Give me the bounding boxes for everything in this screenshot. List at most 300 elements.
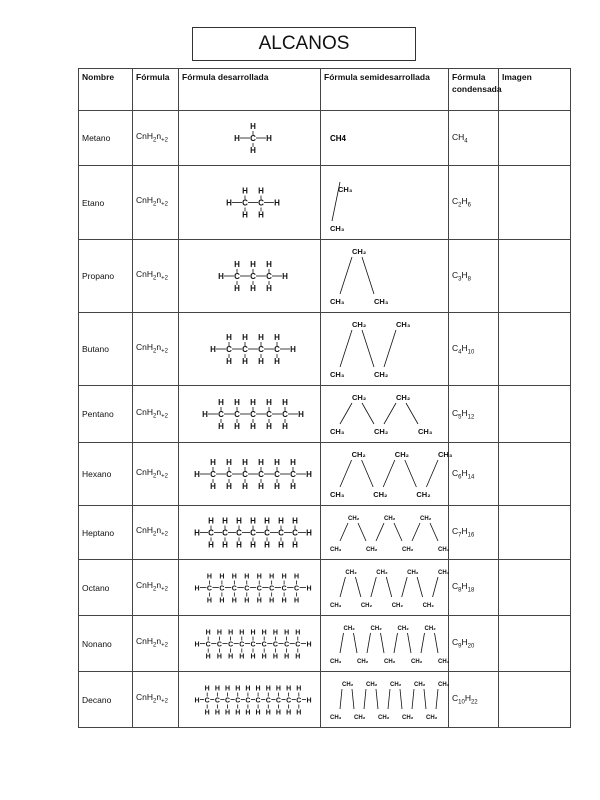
semi-developed-formula (321, 506, 449, 560)
bond (340, 403, 352, 424)
bond (412, 523, 420, 541)
atom-h: H (194, 641, 200, 649)
atom-c: C (258, 198, 264, 208)
atom-h: H (274, 482, 280, 491)
atom-h: H (266, 422, 272, 431)
atom-group: CH₃ (330, 297, 345, 306)
atom-c: C (234, 272, 240, 281)
atom-c: C (258, 470, 264, 479)
atom-h: H (306, 470, 312, 479)
semi-developed-formula (321, 616, 449, 672)
atom-h: H (235, 709, 241, 717)
atom-h: H (258, 357, 264, 366)
atom-c: C (295, 641, 301, 649)
bond (384, 330, 396, 367)
table-row (79, 443, 571, 506)
atom-h: H (194, 697, 200, 705)
atom-group: CH₂ (411, 659, 423, 665)
atom-h: H (250, 260, 256, 269)
atom-h: H (194, 470, 200, 479)
bond (352, 689, 354, 709)
bond (362, 330, 374, 367)
atom-h: H (231, 573, 237, 581)
general-formula: $CnH_2n_{+2}$ (133, 506, 179, 560)
atom-group: CH₃ (330, 427, 345, 436)
atom-h: H (234, 260, 240, 269)
atom-group: CH₂ (396, 393, 411, 402)
atom-group: CH₂ (366, 547, 378, 553)
semi-formula-drawing (324, 445, 452, 503)
bond (376, 523, 384, 541)
atom-c: C (272, 641, 278, 649)
atom-h: H (236, 540, 242, 550)
atom-group: CH₃ (438, 547, 450, 553)
bond (426, 460, 438, 487)
atom-h: H (290, 482, 296, 491)
atom-h: H (306, 585, 312, 593)
bond (394, 633, 398, 653)
atom-c: C (210, 470, 216, 479)
atom-h: H (225, 709, 231, 717)
atom-group: CH₂ (402, 715, 414, 721)
atom-h: H (272, 629, 278, 637)
header-nombre: Nombre (79, 69, 133, 111)
bond (340, 460, 352, 487)
atom-group: CH₃ (438, 450, 453, 459)
developed-formula-drawing (182, 388, 324, 440)
atom-h: H (210, 482, 216, 491)
atom-group: CH₂ (348, 516, 360, 522)
semi-formula-drawing (324, 168, 452, 237)
atom-group: CH₂ (352, 247, 367, 256)
developed-formula-drawing (182, 168, 324, 237)
atom-c: C (290, 470, 296, 479)
atom-group: CH₂ (352, 320, 367, 329)
bond (340, 633, 344, 653)
bond (340, 523, 348, 541)
atom-c: C (256, 585, 262, 593)
atom-group: CH₃ (396, 320, 411, 329)
bond (400, 689, 402, 709)
atom-h: H (242, 357, 248, 366)
developed-formula-drawing (182, 562, 324, 613)
atom-c: C (250, 134, 256, 143)
page-title: ALCANOS (192, 27, 416, 61)
atom-c: C (216, 641, 222, 649)
atom-h: H (272, 653, 278, 661)
atom-c: C (208, 528, 214, 538)
atom-c: C (281, 585, 287, 593)
atom-group: CH₂ (357, 659, 369, 665)
bond (371, 577, 376, 597)
atom-h: H (234, 284, 240, 293)
atom-h: H (245, 709, 251, 717)
atom-h: H (208, 540, 214, 550)
atom-c: C (266, 272, 272, 281)
atom-c: C (206, 585, 212, 593)
atom-c: C (284, 641, 290, 649)
atom-group: CH₂ (343, 626, 355, 632)
atom-h: H (204, 685, 210, 693)
atom-group: CH₃ (418, 427, 433, 436)
atom-group: CH₂ (366, 682, 378, 688)
atom-c: C (296, 697, 302, 705)
atom-group: CH₂ (390, 682, 402, 688)
atom-h: H (266, 134, 272, 143)
semi-developed-formula (321, 443, 453, 506)
bond (412, 689, 414, 709)
atom-h: H (194, 585, 200, 593)
bond (436, 689, 438, 709)
atom-c: C (245, 697, 251, 705)
atom-h: H (290, 458, 296, 467)
developed-formula (179, 443, 321, 506)
general-formula: $CnH_2n_{+2}$ (133, 240, 179, 313)
atom-c: C (269, 585, 275, 593)
atom-h: H (269, 573, 275, 581)
atom-h: H (205, 629, 211, 637)
atom-h: H (281, 573, 287, 581)
general-formula: $CnH_2n_{+2}$ (133, 443, 179, 506)
atom-h: H (208, 516, 214, 526)
atom-h: H (216, 653, 222, 661)
semi-formula-drawing (324, 113, 452, 163)
semi-formula-drawing (324, 674, 452, 725)
atom-h: H (206, 597, 212, 605)
condensed-formula: $C_8H_{18}$ (449, 560, 499, 616)
atom-c: C (218, 410, 224, 419)
atom-h: H (225, 685, 231, 693)
atom-c: C (292, 528, 298, 538)
table-row (79, 386, 571, 443)
semi-formula-drawing (324, 618, 452, 669)
atom-h: H (296, 685, 302, 693)
semi-developed-formula (321, 313, 449, 386)
atom-c: C (282, 410, 288, 419)
alkane-name: Nonano (79, 616, 133, 672)
bond (358, 523, 366, 541)
atom-h: H (214, 709, 220, 717)
table-row (79, 111, 571, 166)
atom-h: H (264, 540, 270, 550)
table-header-row (79, 69, 571, 111)
atom-h: H (226, 198, 232, 208)
atom-c: C (226, 345, 232, 354)
atom-group: CH₂ (402, 547, 414, 553)
developed-formula (179, 111, 321, 166)
bond (424, 689, 426, 709)
semi-developed-formula (321, 240, 449, 313)
general-formula: $CnH_2n_{+2}$ (133, 672, 179, 728)
atom-h: H (218, 272, 224, 281)
atom-group: CH₃ (330, 370, 345, 379)
semi-developed-formula (321, 166, 449, 240)
atom-group: CH₂ (352, 393, 367, 402)
atom-c: C (274, 345, 280, 354)
atom-group: CH₂ (414, 682, 426, 688)
atom-group: CH₃ (330, 659, 342, 665)
atom-h: H (216, 629, 222, 637)
condensed-formula: $CH_4$ (449, 111, 499, 166)
atom-h: H (282, 422, 288, 431)
atom-h: H (294, 597, 300, 605)
atom-h: H (278, 516, 284, 526)
atom-group: CH₂ (354, 715, 366, 721)
atom-h: H (282, 272, 288, 281)
atom-h: H (256, 573, 262, 581)
atom-c: C (274, 470, 280, 479)
atom-c: C (275, 697, 281, 705)
condensed-formula: $C_6H_{14}$ (449, 443, 499, 506)
bond (362, 403, 374, 424)
atom-h: H (239, 653, 245, 661)
image-cell (499, 386, 571, 443)
bond (340, 689, 342, 709)
bond (394, 523, 402, 541)
atom-group: CH₂ (351, 450, 366, 459)
atom-h: H (274, 198, 280, 208)
atom-h: H (250, 284, 256, 293)
table-row (79, 166, 571, 240)
atom-h: H (292, 516, 298, 526)
atom-group: CH₂ (384, 659, 396, 665)
atom-h: H (275, 709, 281, 717)
atom-h: H (222, 540, 228, 550)
atom-h: H (258, 210, 264, 220)
atom-h: H (274, 333, 280, 342)
atom-group: CH₃ (330, 715, 342, 721)
atom-c: C (205, 641, 211, 649)
image-cell (499, 616, 571, 672)
bond (417, 577, 422, 597)
bond (354, 633, 358, 653)
atom-c: C (236, 528, 242, 538)
atom-h: H (266, 260, 272, 269)
atom-c: C (225, 697, 231, 705)
atom-h: H (244, 573, 250, 581)
semi-formula-text: CH4 (330, 134, 347, 143)
atom-h: H (298, 410, 304, 419)
bond (386, 577, 391, 597)
bond (430, 523, 438, 541)
table-row (79, 616, 571, 672)
table-row (79, 672, 571, 728)
bond (383, 460, 395, 487)
atom-group: CH₂ (391, 603, 404, 609)
developed-formula (179, 672, 321, 728)
alkane-name: Hexano (79, 443, 133, 506)
developed-formula (179, 386, 321, 443)
atom-h: H (258, 458, 264, 467)
atom-h: H (239, 629, 245, 637)
atom-c: C (242, 345, 248, 354)
atom-c: C (261, 641, 267, 649)
atom-h: H (294, 573, 300, 581)
atom-h: H (250, 122, 256, 131)
atom-h: H (264, 516, 270, 526)
atom-h: H (202, 410, 208, 419)
atom-c: C (219, 585, 225, 593)
atom-h: H (244, 597, 250, 605)
atom-c: C (214, 697, 220, 705)
atom-h: H (205, 653, 211, 661)
atom-h: H (219, 597, 225, 605)
atom-h: H (265, 709, 271, 717)
alkane-name: Etano (79, 166, 133, 240)
alkane-name: Pentano (79, 386, 133, 443)
general-formula: $CnH_2n_{+2}$ (133, 313, 179, 386)
atom-h: H (231, 597, 237, 605)
atom-h: H (210, 345, 216, 354)
atom-c: C (228, 641, 234, 649)
bond (408, 633, 412, 653)
developed-formula-drawing (182, 242, 324, 310)
semi-formula-drawing (324, 562, 452, 613)
atom-h: H (266, 284, 272, 293)
atom-c: C (258, 345, 264, 354)
condensed-formula: $C_2H_6$ (449, 166, 499, 240)
atom-h: H (219, 573, 225, 581)
bond (405, 460, 417, 487)
atom-h: H (261, 629, 267, 637)
atom-h: H (258, 186, 264, 196)
general-formula: $CnH_2n_{+2}$ (133, 616, 179, 672)
atom-c: C (264, 528, 270, 538)
atom-h: H (275, 685, 281, 693)
atom-h: H (306, 641, 312, 649)
atom-group: CH₃ (330, 603, 342, 609)
atom-h: H (228, 653, 234, 661)
semi-developed-formula (321, 672, 449, 728)
atom-h: H (228, 629, 234, 637)
atom-c: C (242, 470, 248, 479)
image-cell (499, 166, 571, 240)
atom-h: H (292, 540, 298, 550)
atom-c: C (250, 641, 256, 649)
atom-h: H (234, 398, 240, 407)
atom-h: H (242, 333, 248, 342)
atom-c: C (234, 410, 240, 419)
atom-c: C (266, 410, 272, 419)
atom-c: C (222, 528, 228, 538)
atom-c: C (250, 528, 256, 538)
developed-formula-drawing (182, 445, 324, 503)
alkane-name: Butano (79, 313, 133, 386)
atom-h: H (255, 709, 261, 717)
table-row (79, 506, 571, 560)
atom-h: H (265, 685, 271, 693)
atom-h: H (242, 186, 248, 196)
atom-h: H (250, 629, 256, 637)
condensed-formula: $C_9H_{20}$ (449, 616, 499, 672)
alkane-name: Decano (79, 672, 133, 728)
image-cell (499, 506, 571, 560)
condensed-formula: $C_3H_8$ (449, 240, 499, 313)
general-formula: $CnH_2n_{+2}$ (133, 111, 179, 166)
developed-formula (179, 240, 321, 313)
atom-group: CH₂ (342, 682, 354, 688)
atom-group: CH₃ (338, 185, 353, 194)
alkane-name: Propano (79, 240, 133, 313)
atom-c: C (226, 470, 232, 479)
atom-h: H (235, 685, 241, 693)
alkanes-table (78, 68, 571, 728)
atom-h: H (218, 422, 224, 431)
atom-h: H (290, 345, 296, 354)
alkane-name: Metano (79, 111, 133, 166)
semi-developed-formula (321, 111, 449, 166)
atom-h: H (210, 458, 216, 467)
developed-formula-drawing (182, 315, 324, 383)
image-cell (499, 672, 571, 728)
bond (367, 633, 371, 653)
atom-c: C (204, 697, 210, 705)
bond (364, 689, 366, 709)
image-cell (499, 313, 571, 386)
table-row (79, 313, 571, 386)
atom-h: H (218, 398, 224, 407)
atom-h: H (281, 597, 287, 605)
developed-formula-drawing (182, 674, 324, 725)
atom-h: H (258, 333, 264, 342)
atom-h: H (194, 528, 200, 538)
bond (376, 689, 378, 709)
atom-group: CH₂ (374, 427, 389, 436)
atom-group: CH₃ (374, 297, 389, 306)
atom-h: H (242, 210, 248, 220)
condensed-formula: $C_4H_{10}$ (449, 313, 499, 386)
developed-formula (179, 313, 321, 386)
atom-h: H (250, 398, 256, 407)
atom-h: H (295, 653, 301, 661)
atom-h: H (284, 653, 290, 661)
atom-h: H (234, 422, 240, 431)
atom-c: C (250, 272, 256, 281)
atom-group: CH₂ (416, 490, 431, 499)
semi-formula-drawing (324, 242, 452, 310)
developed-formula-drawing (182, 618, 324, 669)
general-formula: $CnH_2n_{+2}$ (133, 386, 179, 443)
atom-h: H (255, 685, 261, 693)
general-formula: $CnH_2n_{+2}$ (133, 560, 179, 616)
atom-h: H (245, 685, 251, 693)
atom-group: CH₂ (373, 490, 388, 499)
atom-c: C (278, 528, 284, 538)
condensed-formula: $C_5H_{12}$ (449, 386, 499, 443)
bond (406, 403, 418, 424)
image-cell (499, 111, 571, 166)
header-formula: Fórmula (133, 69, 179, 111)
bond (340, 577, 345, 597)
table-row (79, 560, 571, 616)
condensed-formula: $C_{10}H_{22}$ (449, 672, 499, 728)
alkane-name: Octano (79, 560, 133, 616)
atom-c: C (286, 697, 292, 705)
atom-h: H (286, 709, 292, 717)
semi-developed-formula (321, 386, 449, 443)
atom-c: C (242, 198, 248, 208)
atom-h: H (234, 134, 240, 143)
header-imagen: Imagen (499, 69, 571, 111)
atom-h: H (250, 516, 256, 526)
atom-c: C (239, 641, 245, 649)
developed-formula (179, 166, 321, 240)
bond (362, 257, 374, 294)
atom-h: H (274, 357, 280, 366)
atom-h: H (206, 573, 212, 581)
atom-h: H (250, 422, 256, 431)
atom-h: H (306, 528, 312, 538)
